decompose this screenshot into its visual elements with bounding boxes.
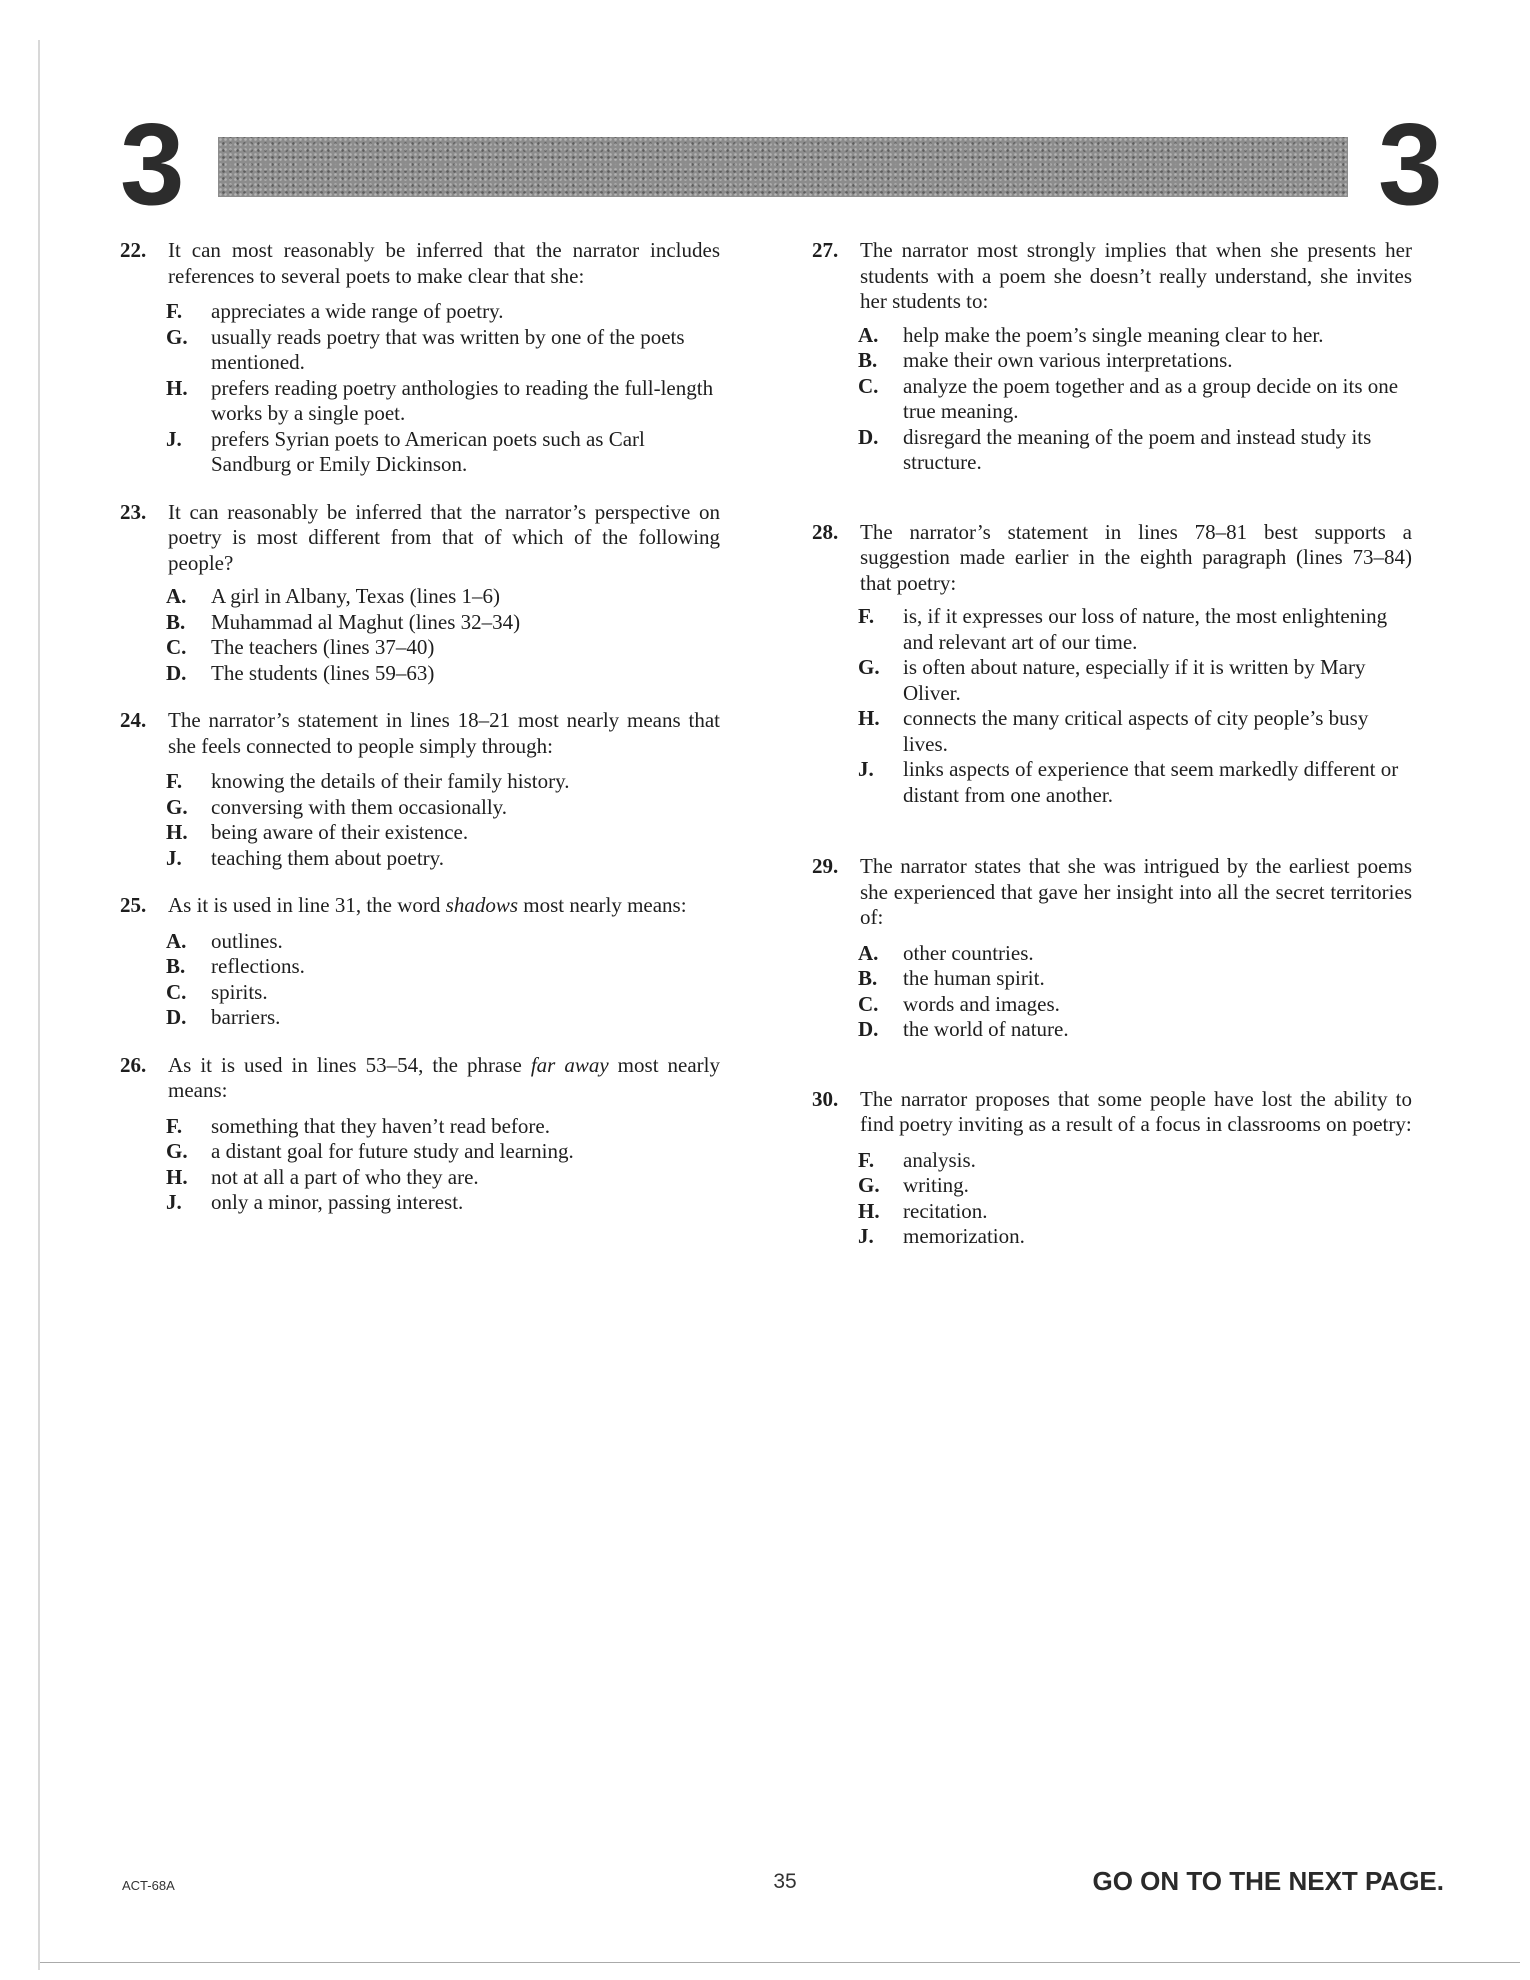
option-text: the human spirit.	[903, 966, 1045, 990]
option-text: is often about nature, especially if it is written by Mary Oliver.	[903, 655, 1366, 705]
option-letter: H.	[166, 820, 188, 844]
answer-options	[858, 941, 1412, 1043]
option-letter: A.	[858, 940, 879, 965]
question-stem: As it is used in line 31, the word shadows most nearly means:	[168, 893, 687, 917]
answer-option	[166, 584, 720, 610]
answer-option	[166, 325, 720, 376]
option-text: memorization.	[903, 1224, 1025, 1248]
option-text: is, if it expresses our loss of nature, the most enlightening and relevant art of our time.	[903, 604, 1388, 654]
answer-option	[166, 846, 720, 872]
option-text: barriers.	[211, 1005, 281, 1029]
option-letter: B.	[858, 348, 878, 372]
option-letter: F.	[858, 1147, 875, 1172]
option-letter: D.	[166, 1005, 187, 1029]
question-stem: It can reasonably be inferred that the narrator’s perspective on poetry is most different from that of which of the following people?	[168, 499, 720, 575]
answer-option	[166, 610, 720, 636]
option-text: a distant goal for future study and learning.	[211, 1139, 574, 1163]
option-text: teaching them about poetry.	[211, 845, 445, 870]
option-letter: J.	[858, 1224, 874, 1248]
option-letter: C.	[166, 979, 187, 1004]
question-item	[120, 1053, 720, 1216]
option-letter: G.	[166, 1139, 188, 1163]
option-text: being aware of their existence.	[211, 820, 469, 844]
option-letter: F.	[166, 299, 183, 323]
question-stem: The narrator’s statement in lines 78–81 best supports a suggestion made earlier in the eighth paragraph (lines 73–84) that poetry:	[860, 519, 1412, 595]
option-text: knowing the details of their family history.	[211, 769, 570, 793]
answer-option	[166, 929, 720, 955]
question-stem: It can most reasonably be inferred that the narrator includes references to several poets to make clear that she:	[168, 238, 720, 288]
answer-option	[166, 954, 720, 980]
answer-option	[858, 706, 1412, 757]
answer-option	[858, 966, 1412, 992]
option-text: only a minor, passing interest.	[211, 1190, 464, 1214]
option-letter: G.	[166, 324, 188, 349]
answer-option	[166, 1114, 720, 1140]
option-text: reflections.	[211, 954, 305, 978]
option-text: not at all a part of who they are.	[211, 1164, 479, 1189]
option-letter: H.	[858, 1198, 880, 1223]
option-text: prefers Syrian poets to American poets such as Carl Sandburg or Emily Dickinson.	[211, 426, 645, 476]
answer-option	[166, 1005, 720, 1031]
option-text: the world of nature.	[903, 1017, 1069, 1041]
answer-option	[858, 374, 1412, 425]
option-letter: D.	[858, 1017, 879, 1041]
option-text: something that they haven’t read before.	[211, 1113, 550, 1138]
option-text: outlines.	[211, 928, 283, 953]
option-text: connects the many critical aspects of city people’s busy lives.	[903, 706, 1369, 756]
option-text: spirits.	[211, 979, 268, 1004]
option-letter: D.	[166, 660, 187, 685]
answer-options	[858, 604, 1412, 808]
answer-options	[166, 769, 720, 871]
answer-option	[166, 769, 720, 795]
answer-option	[166, 661, 720, 687]
question-number: 29.	[812, 854, 839, 878]
option-text: disregard the meaning of the poem and instead study its structure.	[903, 424, 1372, 474]
option-letter: J.	[858, 757, 874, 781]
option-text: The students (lines 59–63)	[211, 660, 435, 685]
option-text: analysis.	[903, 1147, 976, 1172]
option-text: usually reads poetry that was written by one of the poets mentioned.	[211, 324, 685, 374]
question-stem: As it is used in lines 53–54, the phrase far away most nearly means:	[168, 1052, 721, 1102]
question-stem: The narrator states that she was intrigued by the earliest poems she experienced that gave her insight into all the secret territories of:	[860, 854, 1412, 929]
question-item	[812, 238, 1412, 476]
question-number: 30.	[812, 1086, 839, 1111]
answer-option	[166, 427, 720, 478]
answer-options	[858, 323, 1412, 476]
option-text: A girl in Albany, Texas (lines 1–6)	[211, 584, 500, 608]
section-header-bar	[218, 137, 1348, 197]
option-text: conversing with them occasionally.	[211, 794, 508, 819]
option-letter: J.	[166, 1190, 182, 1214]
question-number: 23.	[120, 499, 147, 524]
question-item	[120, 500, 720, 687]
option-letter: G.	[166, 794, 188, 819]
answer-option	[166, 795, 720, 821]
option-letter: F.	[166, 769, 183, 793]
question-number: 24.	[120, 708, 147, 732]
option-text: words and images.	[903, 991, 1060, 1016]
option-letter: C.	[166, 635, 187, 659]
answer-options	[166, 584, 720, 686]
option-text: prefers reading poetry anthologies to reading the full-length works by a single poet.	[211, 375, 714, 425]
answer-option	[166, 820, 720, 846]
answer-option	[166, 1165, 720, 1191]
answer-option	[858, 1173, 1412, 1199]
option-letter: G.	[858, 1173, 880, 1197]
question-item	[120, 708, 720, 871]
left-question-column	[120, 238, 720, 1216]
option-letter: J.	[166, 845, 182, 870]
answer-options	[858, 1148, 1412, 1250]
option-letter: C.	[858, 991, 879, 1016]
right-question-column	[812, 238, 1412, 1250]
section-number-left: 3	[120, 99, 185, 229]
answer-option	[858, 1199, 1412, 1225]
answer-option	[166, 635, 720, 661]
question-item	[120, 238, 720, 478]
question-number: 22.	[120, 238, 147, 262]
option-letter: A.	[858, 322, 879, 347]
page-number: 35	[773, 1870, 797, 1893]
answer-option	[166, 1139, 720, 1165]
option-letter: J.	[166, 426, 182, 451]
answer-option	[166, 1190, 720, 1216]
answer-options	[166, 929, 720, 1031]
answer-option	[858, 1148, 1412, 1174]
option-letter: H.	[166, 1164, 188, 1189]
option-letter: B.	[166, 609, 186, 634]
option-text: links aspects of experience that seem markedly different or distant from one another.	[903, 757, 1399, 807]
go-on-notice: GO ON TO THE NEXT PAGE.	[1092, 1866, 1444, 1896]
answer-option	[858, 1017, 1412, 1043]
answer-option	[166, 299, 720, 325]
answer-option	[858, 425, 1412, 476]
answer-option	[166, 980, 720, 1006]
answer-option	[858, 604, 1412, 655]
option-letter: F.	[166, 1113, 183, 1138]
answer-options	[166, 299, 720, 478]
bottom-rule	[40, 1962, 1520, 1963]
question-stem: The narrator’s statement in lines 18–21 most nearly means that she feels connected to people simply through:	[168, 708, 720, 758]
question-item	[812, 520, 1412, 809]
question-number: 28.	[812, 519, 839, 544]
option-text: writing.	[903, 1173, 969, 1197]
option-text: appreciates a wide range of poetry.	[211, 299, 504, 323]
option-letter: B.	[166, 954, 186, 978]
answer-option	[166, 376, 720, 427]
option-letter: A.	[166, 928, 187, 953]
option-text: make their own various interpretations.	[903, 348, 1233, 372]
answer-option	[858, 323, 1412, 349]
option-letter: D.	[858, 424, 879, 449]
question-stem: The narrator most strongly implies that when she presents her students with a poem she doesn’t really understand, she invites her students to:	[860, 238, 1412, 313]
question-number: 25.	[120, 893, 147, 917]
answer-option	[858, 655, 1412, 706]
form-code: ACT-68A	[122, 1878, 175, 1893]
scan-edge-rule	[38, 40, 40, 1970]
option-letter: H.	[166, 375, 188, 400]
option-letter: C.	[858, 373, 879, 398]
question-item	[812, 1087, 1412, 1250]
answer-option	[858, 941, 1412, 967]
option-letter: B.	[858, 966, 878, 990]
option-text: other countries.	[903, 940, 1034, 965]
section-number-right: 3	[1378, 99, 1443, 229]
option-text: help make the poem’s single meaning clear to her.	[903, 322, 1324, 347]
answer-option	[858, 757, 1412, 808]
question-number: 27.	[812, 238, 839, 262]
option-text: The teachers (lines 37–40)	[211, 635, 435, 659]
answer-option	[858, 1224, 1412, 1250]
option-letter: A.	[166, 584, 187, 608]
answer-option	[858, 348, 1412, 374]
option-text: recitation.	[903, 1198, 988, 1223]
option-text: Muhammad al Maghut (lines 32–34)	[211, 609, 521, 634]
question-item	[120, 893, 720, 1031]
question-number: 26.	[120, 1052, 147, 1077]
answer-options	[166, 1114, 720, 1216]
option-text: analyze the poem together and as a group decide on its one true meaning.	[903, 373, 1399, 423]
option-letter: H.	[858, 706, 880, 730]
question-item	[812, 854, 1412, 1043]
answer-option	[858, 992, 1412, 1018]
option-letter: F.	[858, 604, 875, 628]
option-letter: G.	[858, 655, 880, 679]
question-stem: The narrator proposes that some people have lost the ability to find poetry inviting as a result of a focus in classrooms on poetry:	[860, 1086, 1412, 1136]
